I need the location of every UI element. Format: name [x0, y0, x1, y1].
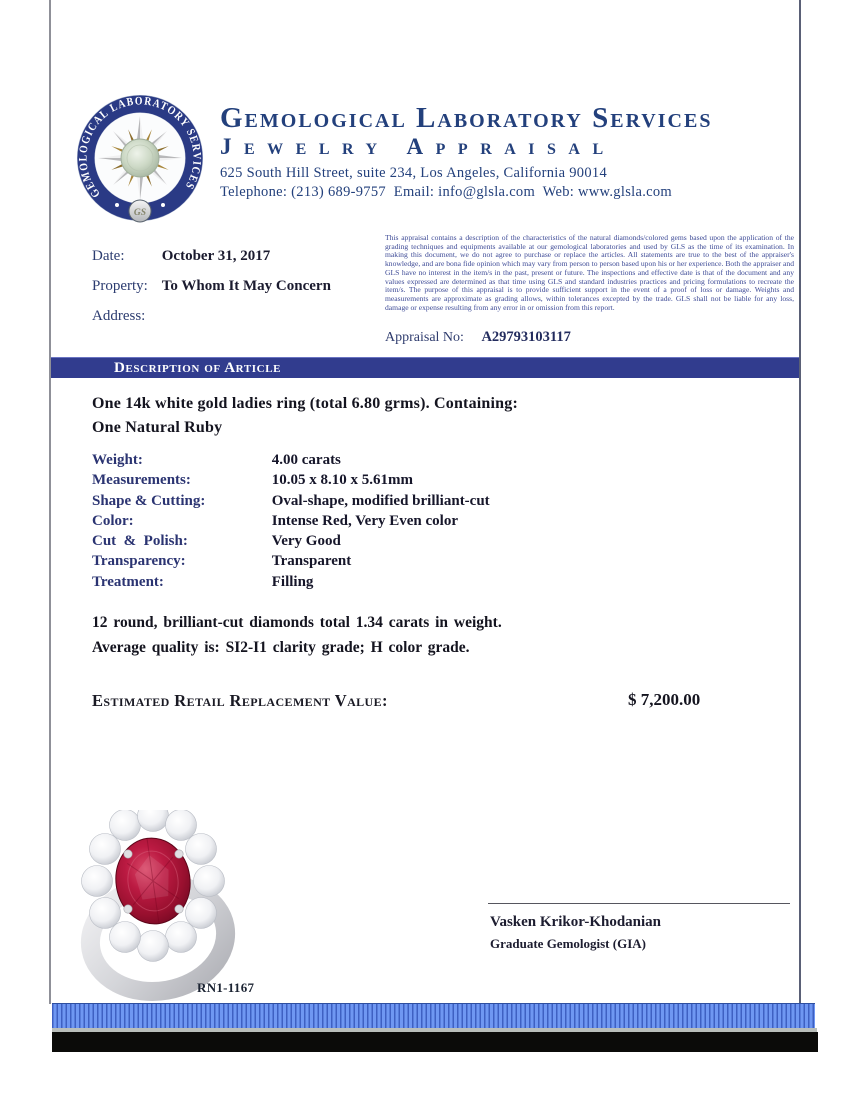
date-label: Date:	[92, 248, 125, 264]
table-row	[92, 513, 490, 533]
attr-label: Weight:	[92, 452, 143, 468]
letterhead	[220, 103, 805, 202]
gls-seal-logo	[72, 90, 208, 226]
replacement-value-amount: $ 7,200.00	[628, 690, 701, 709]
appraisal-number-row	[385, 329, 571, 346]
bottom-black-bar	[52, 1032, 818, 1052]
diamonds-summary-line2: Average quality is: SI2-I1 clarity grade; H color grade.	[92, 639, 470, 656]
ring-dot-left	[115, 203, 119, 207]
table-row	[92, 493, 490, 513]
table-row	[92, 553, 490, 573]
table-row	[92, 452, 490, 472]
attr-value: Very Good	[271, 533, 341, 550]
attr-value: Oval-shape, modified brilliant-cut	[271, 492, 490, 509]
ruby-center-stone	[110, 833, 195, 928]
attr-label: Measurements:	[92, 472, 191, 489]
appraisal-number-label: Appraisal No:	[385, 330, 464, 345]
logo-ring-text: GEMOLOGICAL LABORATORY SERVICES	[77, 95, 203, 200]
document-type-title: Jewelry Appraisal	[220, 134, 616, 159]
replacement-value-label: Estimated Retail Replacement Value:	[92, 691, 388, 710]
date-value: October 31, 2017	[161, 248, 271, 264]
attr-label: Transparency:	[92, 553, 186, 570]
bottom-ribbon-stripes	[52, 1003, 815, 1028]
address-row	[92, 308, 158, 325]
attr-value: Intense Red, Very Even color	[271, 512, 458, 529]
property-row	[92, 278, 331, 295]
attr-value: Transparent	[271, 553, 352, 570]
appraisal-number-value: A29793103117	[481, 329, 571, 345]
attr-label: Cut & Polish:	[92, 533, 188, 550]
diamonds-summary-line1: 12 round, brilliant-cut diamonds total 1.34 carats in weight.	[92, 614, 502, 631]
monogram-text: GS	[133, 208, 147, 218]
address-label: Address:	[92, 308, 146, 324]
gem-attributes-table	[92, 452, 490, 594]
disclaimer-text: This appraisal contains a description of the characteristics of the natural diamonds/colored gems based upon the application of the grading techniques and equipments available at our gemological laboratories and used by GLS as the time of its examination. In making this document, we do not agree to purchase or replace the articles. All statements are true to the best of the appraiser's knowledge, and are bona fide opinion which may vary from person to person based upon his or her experience. Both the appraiser and GLS have no interest in the item/s in the past, present or future. The inspections and effective date is that of the document and any values expressed are determined as that time using GLS and standard industries practices and pricing formulations to recreate the item/s. The purpose of this appraisal is to provide sufficient support in the event of a proof of loss or damage. Weights and measurements are approximate as grading allows, within tolerances excepted by the trade. GLS shall not be liable for any loss, damage or expense resulting from any error in or omission from this report.	[385, 233, 794, 312]
article-description-line2: One Natural Ruby	[92, 419, 223, 436]
company-name: Gemological Laboratory Services	[220, 102, 713, 134]
attr-value: 10.05 x 8.10 x 5.61mm	[271, 472, 413, 489]
page-left-border	[49, 0, 51, 1004]
table-row	[92, 472, 490, 492]
table-row	[92, 574, 490, 594]
attr-label: Color:	[92, 512, 134, 529]
date-row	[92, 248, 270, 265]
attr-label: Shape & Cutting:	[92, 492, 206, 509]
attr-value: Filling	[271, 573, 314, 590]
property-label: Property:	[92, 278, 148, 294]
appraiser-name: Vasken Krikor-Khodanian	[490, 914, 662, 930]
ring-photo	[58, 810, 328, 1005]
article-description-line1: One 14k white gold ladies ring (total 6.80 grms). Containing:	[92, 395, 518, 412]
description-section-header: Description of Article	[51, 357, 799, 378]
table-row	[92, 533, 490, 553]
signature-line	[488, 903, 790, 904]
appraiser-title: Graduate Gemologist (GIA)	[490, 936, 646, 951]
property-value: To Whom It May Concern	[161, 278, 331, 294]
company-contact: Telephone: (213) 689-9757 Email: info@glsla.com Web: www.glsla.com	[220, 184, 672, 200]
company-address: 625 South Hill Street, suite 234, Los Angeles, California 90014	[220, 165, 608, 181]
ring-dot-right	[161, 203, 165, 207]
ring-reference-number: RN1-1167	[197, 980, 255, 995]
attr-value: 4.00 carats	[271, 452, 341, 468]
attr-label: Treatment:	[92, 573, 164, 590]
